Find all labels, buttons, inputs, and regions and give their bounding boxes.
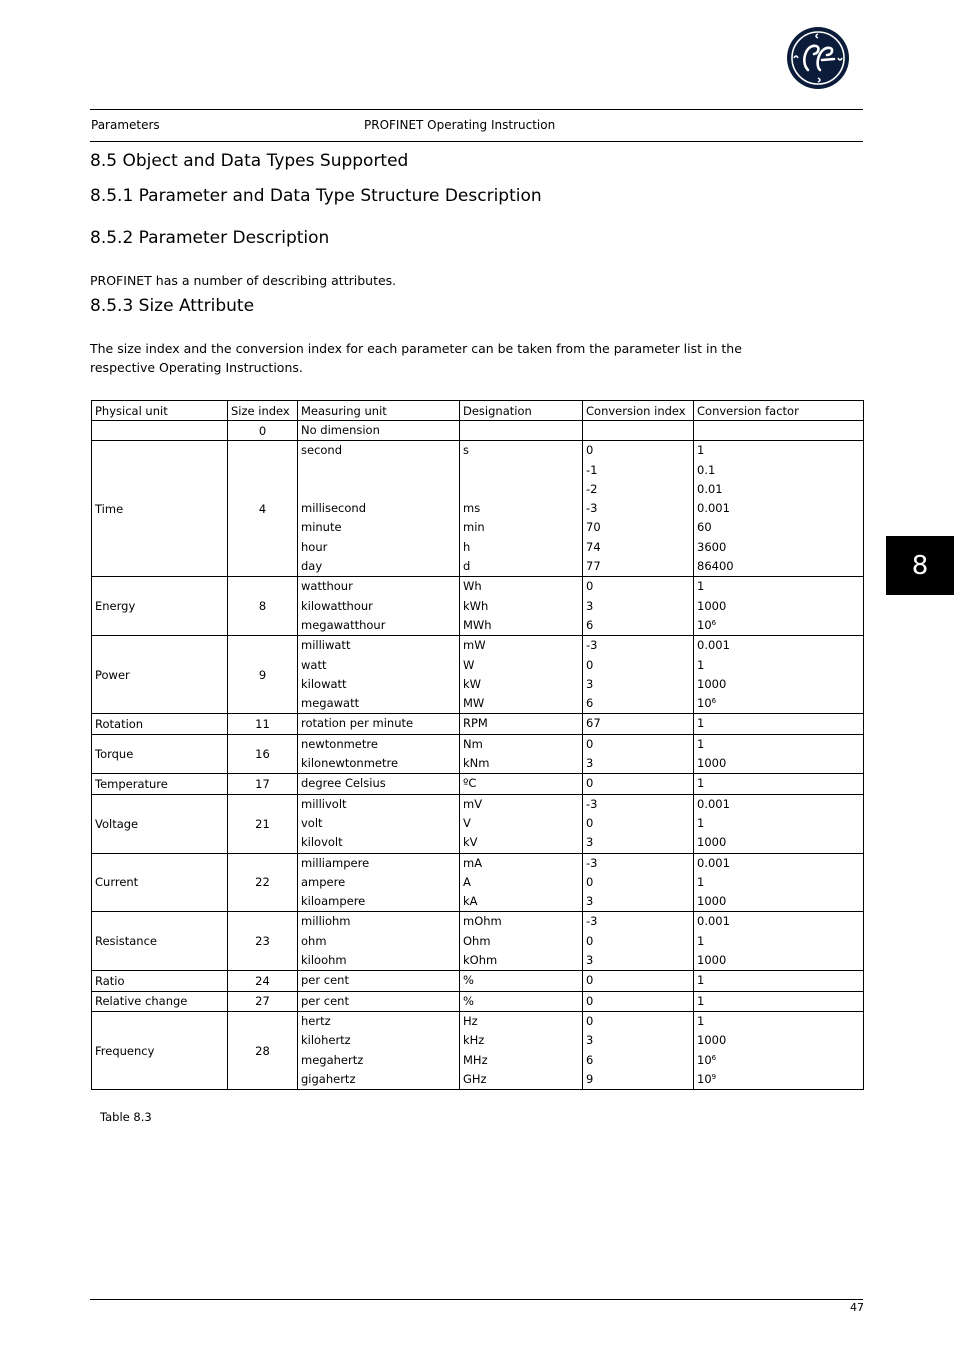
table-row [92, 1011, 864, 1089]
cell-line: mV [463, 796, 483, 811]
conversion-index-cell [583, 912, 694, 971]
cell-line: hertz [301, 1013, 331, 1028]
cell-line: 67 [586, 716, 601, 731]
cell-line: 3600 [697, 539, 727, 554]
cell-line: 0.001 [697, 855, 730, 870]
conversion-index-cell [583, 991, 694, 1011]
cell-line: Nm [463, 736, 483, 751]
cell-line: W [463, 657, 475, 672]
cell-line: 0 [586, 1013, 594, 1028]
cell-line: 3 [586, 953, 594, 968]
cell-line: -1 [586, 462, 598, 477]
cell-line: V [463, 815, 471, 830]
conversion-factor-cell [694, 636, 864, 714]
heading-8-5: 8.5 Object and Data Types Supported [90, 151, 409, 171]
page-number: 47 [850, 1301, 864, 1314]
conversion-factor-cell [694, 1011, 864, 1089]
size-index-cell: 4 [228, 441, 298, 577]
designation-cell [460, 421, 583, 441]
designation-cell [460, 971, 583, 991]
paragraph-size-index: The size index and the conversion index for each parameter can be taken from the parameter list in the respective Operating Instructions. [90, 341, 742, 375]
measuring-unit-cell [298, 774, 460, 794]
conversion-factor-cell [694, 421, 864, 441]
cell-line: % [463, 973, 474, 988]
cell-line: 1 [697, 1013, 705, 1028]
cell-line [301, 461, 456, 480]
cell-line: mOhm [463, 914, 502, 929]
conversion-factor-cell [694, 853, 864, 912]
table-row [92, 636, 864, 714]
cell-line: newtonmetre [301, 736, 378, 751]
designation-cell [460, 636, 583, 714]
designation-cell [460, 912, 583, 971]
cell-line: 3 [586, 894, 594, 909]
column-header: Designation [460, 401, 583, 421]
cell-line: 1 [697, 443, 705, 458]
table-row [92, 971, 864, 991]
cell-line: kA [463, 894, 478, 909]
heading-8-5-3: 8.5.3 Size Attribute [90, 296, 255, 316]
conversion-index-cell [583, 441, 694, 577]
column-header: Measuring unit [298, 401, 460, 421]
cell-line: Wh [463, 579, 482, 594]
cell-line: watthour [301, 579, 353, 594]
conversion-factor-cell [694, 441, 864, 577]
physical-unit-cell: Frequency [92, 1011, 228, 1089]
size-index-cell: 17 [228, 774, 298, 794]
cell-line: -3 [586, 855, 598, 870]
footer-rule [90, 1299, 863, 1300]
physical-unit-cell: Torque [92, 734, 228, 774]
cell-line: 3 [586, 1033, 594, 1048]
cell-line [697, 421, 860, 440]
cell-line: % [463, 993, 474, 1008]
cell-line: 6 [586, 617, 594, 632]
ge-logo-icon [786, 26, 850, 90]
designation-cell [460, 853, 583, 912]
cell-line: ohm [301, 933, 327, 948]
conversion-index-cell [583, 853, 694, 912]
conversion-index-cell [583, 421, 694, 441]
conversion-index-cell [583, 636, 694, 714]
physical-unit-cell: Time [92, 441, 228, 577]
conversion-index-cell [583, 794, 694, 853]
cell-line: 0 [586, 776, 594, 791]
conversion-index-cell [583, 714, 694, 734]
conversion-index-cell [583, 1011, 694, 1089]
cell-line: RPM [463, 716, 488, 731]
cell-line: day [301, 559, 323, 574]
column-header: Conversion index [583, 401, 694, 421]
cell-line: 60 [697, 520, 712, 535]
cell-line: kOhm [463, 953, 498, 968]
cell-line: h [463, 539, 471, 554]
size-index-cell: 28 [228, 1011, 298, 1089]
cell-line: No dimension [301, 423, 380, 437]
cell-line: 1000 [697, 676, 727, 691]
header-top-rule [90, 109, 863, 110]
cell-line: 1 [697, 815, 705, 830]
cell-line [463, 480, 579, 499]
cell-line: 1 [697, 716, 705, 731]
cell-line: 0 [586, 815, 594, 830]
header-bottom-rule [90, 141, 863, 142]
table-header-row [92, 401, 864, 421]
cell-line: 1 [697, 973, 705, 988]
physical-unit-cell: Rotation [92, 714, 228, 734]
size-attribute-table [91, 400, 864, 1090]
conversion-index-cell [583, 734, 694, 774]
physical-unit-cell: Temperature [92, 774, 228, 794]
cell-line: kilowatthour [301, 598, 373, 613]
cell-line: kiloampere [301, 894, 366, 909]
cell-line: 0.1 [697, 462, 716, 477]
cell-line: 9 [586, 1071, 594, 1086]
cell-line: 1 [697, 776, 705, 791]
measuring-unit-cell [298, 636, 460, 714]
designation-cell [460, 441, 583, 577]
cell-line: milliampere [301, 855, 370, 870]
cell-line: per cent [301, 993, 349, 1008]
size-index-cell: 16 [228, 734, 298, 774]
designation-cell [460, 577, 583, 636]
measuring-unit-cell [298, 991, 460, 1011]
conversion-factor-cell [694, 714, 864, 734]
cell-line: MWh [463, 617, 492, 632]
table-row [92, 441, 864, 577]
cell-line: 0.001 [697, 638, 730, 653]
cell-line: millivolt [301, 796, 347, 811]
cell-line: Ohm [463, 933, 491, 948]
cell-line: 6 [586, 696, 594, 711]
cell-line: $10^9$ [697, 1071, 717, 1086]
cell-line: megawatt [301, 696, 360, 711]
table-row [92, 774, 864, 794]
table-row [92, 853, 864, 912]
size-index-cell: 9 [228, 636, 298, 714]
cell-line: kilonewtonmetre [301, 756, 399, 771]
cell-line: rotation per minute [301, 716, 414, 731]
column-header: Size index [228, 401, 298, 421]
table-row [92, 734, 864, 774]
cell-line [586, 421, 690, 440]
cell-line: mW [463, 638, 486, 653]
table-row [92, 421, 864, 441]
measuring-unit-cell [298, 714, 460, 734]
physical-unit-cell: Energy [92, 577, 228, 636]
cell-line: 0 [586, 657, 594, 672]
cell-line: gigahertz [301, 1071, 356, 1086]
cell-line: 0.01 [697, 481, 723, 496]
physical-unit-cell: Power [92, 636, 228, 714]
cell-line: 0 [586, 443, 594, 458]
cell-line: millisecond [301, 501, 366, 516]
table-row [92, 912, 864, 971]
cell-line: 1 [697, 993, 705, 1008]
designation-cell [460, 734, 583, 774]
heading-8-5-2: 8.5.2 Parameter Description [90, 228, 330, 248]
conversion-factor-cell [694, 912, 864, 971]
cell-line: minute [301, 520, 342, 535]
conversion-index-cell [583, 774, 694, 794]
size-index-cell: 0 [228, 421, 298, 441]
cell-line: GHz [463, 1071, 487, 1086]
conversion-index-cell [583, 577, 694, 636]
cell-line: 1 [697, 874, 705, 889]
cell-line: 74 [586, 539, 601, 554]
cell-line: MHz [463, 1052, 488, 1067]
cell-line: 0.001 [697, 796, 730, 811]
cell-line: kWh [463, 598, 489, 613]
conversion-factor-cell [694, 734, 864, 774]
heading-8-5-1: 8.5.1 Parameter and Data Type Structure Description [90, 186, 542, 206]
designation-cell [460, 991, 583, 1011]
cell-line: milliwatt [301, 638, 351, 653]
cell-line: hour [301, 539, 328, 554]
cell-line: ms [463, 501, 481, 516]
cell-line: 0 [586, 933, 594, 948]
cell-line: kilovolt [301, 835, 343, 850]
cell-line: $10^6$ [697, 696, 717, 711]
cell-line: 3 [586, 598, 594, 613]
conversion-factor-cell [694, 794, 864, 853]
cell-line [463, 421, 579, 440]
cell-line: kNm [463, 756, 490, 771]
cell-line: 0 [586, 736, 594, 751]
size-index-cell: 24 [228, 971, 298, 991]
cell-line: 1000 [697, 1033, 727, 1048]
cell-line: 0.001 [697, 501, 730, 516]
cell-line: 0 [586, 874, 594, 889]
cell-line: 1000 [697, 756, 727, 771]
size-index-cell: 8 [228, 577, 298, 636]
size-index-cell: 23 [228, 912, 298, 971]
physical-unit-cell: Voltage [92, 794, 228, 853]
header-section-label: Parameters [91, 118, 160, 132]
designation-cell [460, 794, 583, 853]
cell-line: 1 [697, 736, 705, 751]
cell-line: 1 [697, 579, 705, 594]
cell-line: A [463, 874, 471, 889]
cell-line: volt [301, 815, 323, 830]
designation-cell [460, 1011, 583, 1089]
cell-line: 70 [586, 520, 601, 535]
cell-line: ampere [301, 874, 346, 889]
cell-line: 1 [697, 657, 705, 672]
table-row [92, 577, 864, 636]
cell-line: 0 [586, 993, 594, 1008]
cell-line: 0 [586, 973, 594, 988]
cell-line: megawatthour [301, 617, 386, 632]
conversion-factor-cell [694, 991, 864, 1011]
cell-line: megahertz [301, 1052, 364, 1067]
cell-line: mA [463, 855, 483, 870]
cell-line: kilohertz [301, 1033, 351, 1048]
conversion-index-cell [583, 971, 694, 991]
physical-unit-cell: Relative change [92, 991, 228, 1011]
chapter-tab: 8 [886, 536, 954, 595]
header-document-title: PROFINET Operating Instruction [364, 118, 556, 132]
column-header: Physical unit [92, 401, 228, 421]
size-index-cell: 27 [228, 991, 298, 1011]
size-index-cell: 11 [228, 714, 298, 734]
table-row [92, 794, 864, 853]
cell-line: -3 [586, 796, 598, 811]
cell-line: watt [301, 657, 327, 672]
measuring-unit-cell [298, 971, 460, 991]
measuring-unit-cell [298, 734, 460, 774]
cell-line: $10^6$ [697, 617, 717, 632]
cell-line: $10^6$ [697, 1052, 717, 1067]
cell-line: s [463, 443, 469, 458]
cell-line: 77 [586, 559, 601, 574]
measuring-unit-cell [298, 853, 460, 912]
cell-line: 0 [586, 579, 594, 594]
conversion-factor-cell [694, 971, 864, 991]
cell-line: 3 [586, 756, 594, 771]
cell-line: 1000 [697, 894, 727, 909]
physical-unit-cell: Ratio [92, 971, 228, 991]
cell-line: 0.001 [697, 914, 730, 929]
cell-line: MW [463, 696, 485, 711]
measuring-unit-cell [298, 912, 460, 971]
cell-line: kiloohm [301, 953, 347, 968]
measuring-unit-cell [298, 421, 460, 441]
table-caption: Table 8.3 [100, 1110, 152, 1124]
cell-line: 1 [697, 933, 705, 948]
designation-cell [460, 774, 583, 794]
cell-line: kW [463, 676, 482, 691]
cell-line: ºC [463, 776, 477, 791]
cell-line: second [301, 443, 343, 458]
cell-line: -3 [586, 501, 598, 516]
cell-line: per cent [301, 973, 349, 988]
physical-unit-cell: Resistance [92, 912, 228, 971]
column-header: Conversion factor [694, 401, 864, 421]
cell-line: 3 [586, 835, 594, 850]
cell-line: 1000 [697, 598, 727, 613]
measuring-unit-cell [298, 577, 460, 636]
cell-line: d [463, 559, 471, 574]
measuring-unit-cell [298, 441, 460, 577]
measuring-unit-cell [298, 794, 460, 853]
size-index-cell: 21 [228, 794, 298, 853]
cell-line: 86400 [697, 559, 734, 574]
measuring-unit-cell [298, 1011, 460, 1089]
cell-line: -3 [586, 638, 598, 653]
size-index-cell: 22 [228, 853, 298, 912]
cell-line: min [463, 520, 485, 535]
cell-line [301, 480, 456, 499]
cell-line: milliohm [301, 914, 351, 929]
cell-line: -2 [586, 481, 598, 496]
cell-line: 6 [586, 1052, 594, 1067]
cell-line: kHz [463, 1033, 485, 1048]
cell-line: 1000 [697, 953, 727, 968]
cell-line: 3 [586, 676, 594, 691]
cell-line: Hz [463, 1013, 478, 1028]
cell-line: kilowatt [301, 676, 347, 691]
cell-line [463, 461, 579, 480]
cell-line: kV [463, 835, 478, 850]
table-row [92, 714, 864, 734]
cell-line: 1000 [697, 835, 727, 850]
table-row [92, 991, 864, 1011]
cell-line: -3 [586, 914, 598, 929]
physical-unit-cell: Current [92, 853, 228, 912]
paragraph-describing-attributes: PROFINET has a number of describing attributes. [90, 273, 397, 288]
conversion-factor-cell [694, 577, 864, 636]
physical-unit-cell [92, 421, 228, 441]
conversion-factor-cell [694, 774, 864, 794]
designation-cell [460, 714, 583, 734]
cell-line: degree Celsius [301, 776, 386, 791]
